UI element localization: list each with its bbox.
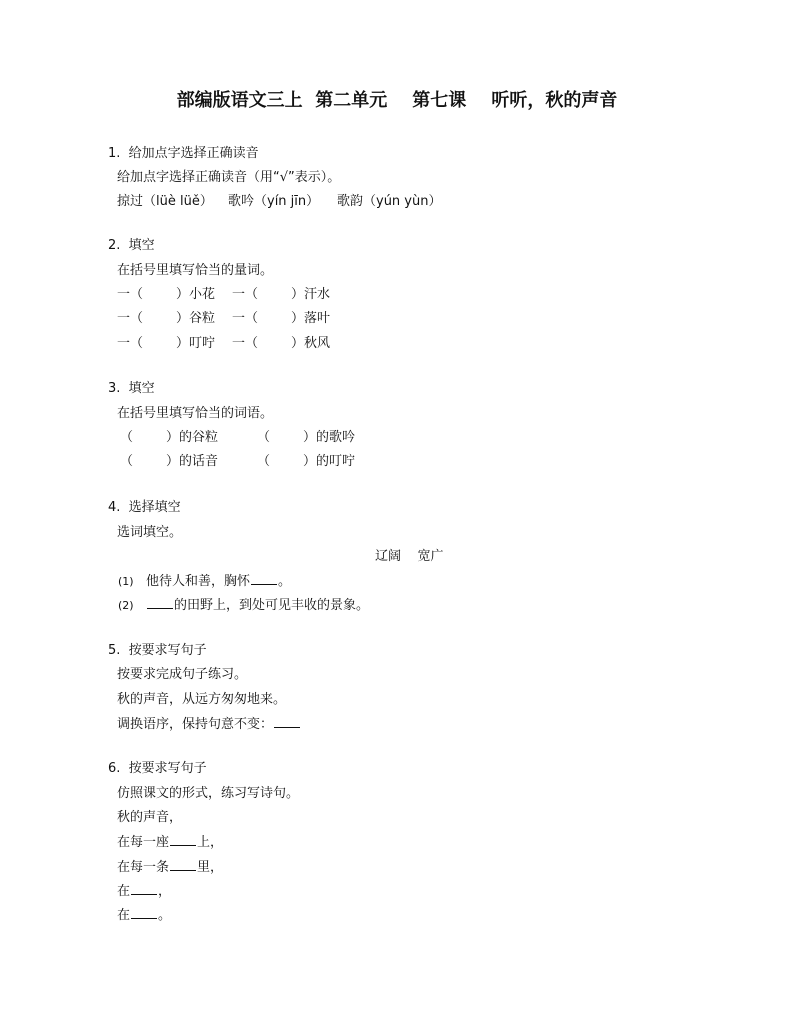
answer-blank[interactable] bbox=[274, 716, 300, 728]
pinyin-item-3: 歌韵（yún yùn） bbox=[337, 194, 442, 209]
question-1-instruction: 给加点字选择正确读音（用“√”表示）。 bbox=[117, 170, 341, 185]
question-4-instruction: 选词填空。 bbox=[117, 525, 183, 540]
fill-word-item: （ ）的歌吟 bbox=[257, 430, 356, 445]
measure-word-item: 一（ ）秋风 bbox=[232, 336, 331, 351]
answer-blank[interactable] bbox=[251, 573, 277, 585]
answer-blank[interactable] bbox=[147, 597, 173, 609]
question-2-heading: 2. 填空 bbox=[108, 238, 155, 253]
answer-blank[interactable] bbox=[131, 907, 157, 919]
question-5-instruction: 按要求完成句子练习。 bbox=[117, 667, 248, 682]
answer-blank[interactable] bbox=[170, 859, 196, 871]
answer-blank[interactable] bbox=[170, 834, 196, 846]
poem-line-1: 秋的声音， bbox=[117, 810, 183, 825]
pinyin-item-2: 歌吟（yín jīn） bbox=[228, 194, 320, 209]
fill-word-item: （ ）的叮咛 bbox=[257, 454, 356, 469]
measure-word-item: 一（ ）小花 bbox=[117, 287, 216, 302]
fill-sentence-2: 的田野上，到处可见丰收的景象。 bbox=[146, 597, 369, 614]
item-number: (1) bbox=[118, 575, 134, 588]
word-options: 辽阔 宽广 bbox=[375, 549, 444, 564]
question-4-heading: 4. 选择填空 bbox=[108, 500, 181, 515]
page-title: 部编版语文三上 第二单元 第七课 听听，秋的声音 bbox=[176, 90, 618, 111]
measure-word-item: 一（ ）汗水 bbox=[232, 287, 331, 302]
poem-line-4: 在 ， bbox=[117, 884, 172, 899]
question-3-instruction: 在括号里填写恰当的词语。 bbox=[117, 406, 274, 421]
pinyin-item-1: 掠过（lüè lüě） bbox=[117, 194, 213, 209]
question-6-instruction: 仿照课文的形式，练习写诗句。 bbox=[117, 786, 300, 801]
fill-sentence-1: 他待人和善，胸怀 。 bbox=[146, 574, 292, 589]
question-2-instruction: 在括号里填写恰当的量词。 bbox=[117, 263, 274, 278]
fill-word-item: （ ）的谷粒 bbox=[120, 430, 219, 445]
poem-line-3: 在每一条 里， bbox=[117, 860, 224, 875]
source-sentence: 秋的声音，从远方匆匆地来。 bbox=[117, 692, 287, 707]
answer-blank[interactable] bbox=[131, 883, 157, 895]
measure-word-item: 一（ ）谷粒 bbox=[117, 311, 216, 326]
question-6-heading: 6. 按要求写句子 bbox=[108, 761, 207, 776]
measure-word-item: 一（ ）叮咛 bbox=[117, 336, 216, 351]
item-number: (2) bbox=[118, 599, 134, 612]
question-3-heading: 3. 填空 bbox=[108, 381, 155, 396]
poem-line-5: 在 。 bbox=[117, 908, 172, 923]
question-5-heading: 5. 按要求写句子 bbox=[108, 643, 207, 658]
rewrite-prompt: 调换语序，保持句意不变： bbox=[117, 716, 301, 733]
measure-word-item: 一（ ）落叶 bbox=[232, 311, 331, 326]
fill-word-item: （ ）的话音 bbox=[120, 454, 219, 469]
question-1-heading: 1. 给加点字选择正确读音 bbox=[108, 146, 259, 161]
poem-line-2: 在每一座 上， bbox=[117, 835, 224, 850]
